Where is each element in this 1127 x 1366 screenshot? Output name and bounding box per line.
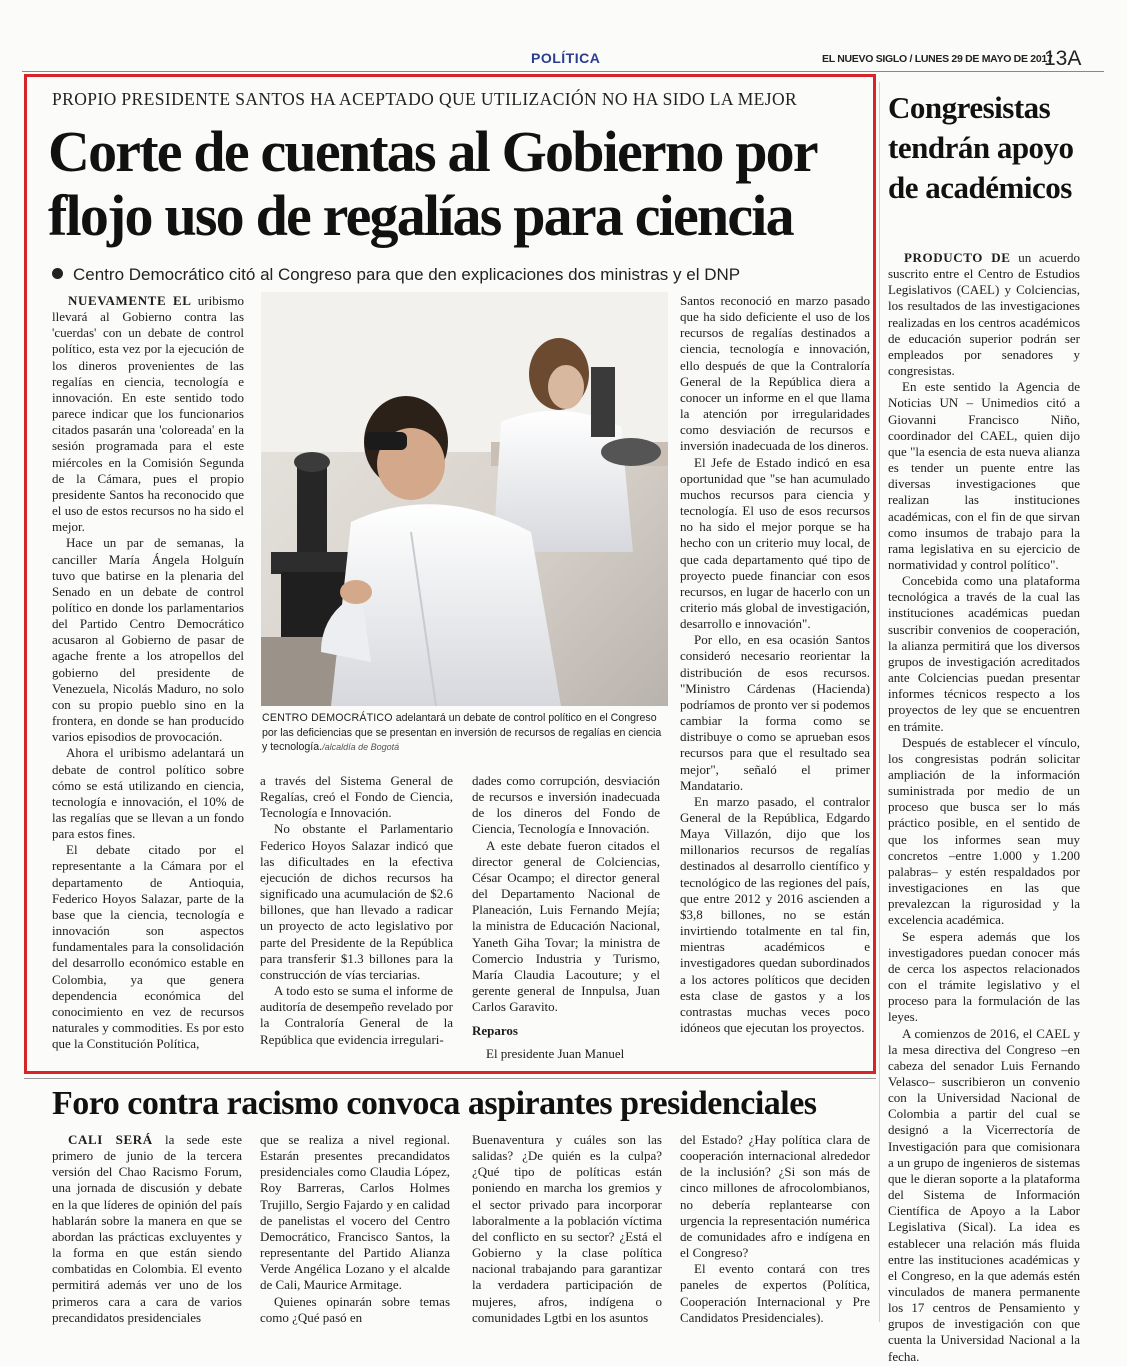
bullet-icon: [52, 268, 63, 279]
kicker: PROPIO PRESIDENTE SANTOS HA ACEPTADO QUE UTILIZACIÓN NO HA SIDO LA MEJOR: [52, 89, 798, 109]
lead-in: CALI SERÁ: [68, 1132, 153, 1147]
column-divider: [879, 82, 880, 1322]
paragraph: En marzo pasado, el contralor General de la República, Edgardo Maya Villazón, dijo que los millonarios recursos de regalías destinados al desarrollo científico y tecnológico de las regiones del país, que entre 2012 y 2016 ascienden a $3,8 billones, no se están invirtiendo totalmente en tal fin, mientras académicos e investigadores quedan subordinados a los actores políticos que deciden esta clase de gastos y a los contrastas muchas veces poco idóneos que ejecutan los proyectos.: [680, 793, 870, 1036]
lab-photo-image: [261, 292, 668, 706]
paragraph: Quienes opinarán sobre temas como ¿Qué pasó en: [260, 1293, 450, 1325]
paragraph: A comienzos de 2016, el CAEL y la mesa directiva del Congreso –en cabeza del senador Luis Fernando Velasco– suscribieron un convenio con la Universidad Nacional de Colombia a partir del cual se designó a la Vicerrectoría de Investigación para que comisionara a un grupo de ingenieros de sistemas que le dieran soporte a la plataforma del Sistema de Información Científica de Apoyo a la Labor Legislativa (Sical). La idea es establecer una relación más fluida entre las instituciones académicas y el Congreso, en la que además estén vinculados de manera permanente los 17 centros de Pensamiento y grupos de investigación con que cuenta la Universidad Nacional a la fecha.: [888, 1025, 1080, 1364]
paragraph: que se realiza a nivel regional. Estarán presentes precandidatos presidenciales como Claudia López, Roy Barreras, Carlos Holmes Trujillo, Sergio Fajardo y en calidad de panelistas el vocero del Centro Democrático, Francisco Santos, la representante del Partido Alianza Verde Angélica Lozano y el alcalde de Cali, Maurice Armitage.: [260, 1132, 450, 1293]
paragraph: [888, 250, 1080, 379]
sidebar-headline: Congresistas tendrán apoyo de académicos: [888, 90, 1074, 205]
photo-caption: [262, 711, 666, 755]
paragraph: El debate citado por el representante a la Cámara por el departamento de Antioquia, Federico Hoyos Salazar, parte de la base que la ciencia, tecnología e innovación son aspectos fundamentales para la consolidación del desarrollo económico estable en Colombia, ya que genera dependencia económica del conocimiento en vez de recursos naturales y commodities. Es por esto que la Constitución Política,: [52, 842, 244, 1052]
page-number: 13A: [1044, 47, 1082, 70]
paragraph: Concebida como una plataforma tecnológica a través de la cual las instituciones académicas puedan suscribir convenios de cooperación, la alianza permitirá que los diversos grupos de investigación acreditados ante Colciencias puedan presentar informes técnicos respecto a los proyectos de ley que se encuentren en trámite.: [888, 573, 1080, 734]
lead-in: PRODUCTO DE: [904, 250, 1011, 265]
paragraph-text: la sede este primero de junio de la tercera versión del Chao Racismo Forum, una jornada de discusión y debate en la que líderes de opinión del país hablarán sobre la manera en que se abordan las prácticas excluyentes y la forma en que están siendo combatidas en Colombia. El evento permitirá además ver uno de los primeros cara a cara de varios precandidatos presidenciales: [52, 1132, 242, 1325]
paragraph: Por ello, en esa ocasión Santos consideró necesario reorientar la distribución de esos recursos. "Ministro Cárdenas (Hacienda) podríamos de pronto ver si podemos cambiar la forma como se distribuye o como se aprueban esos recursos para que el resultado sea mejor", señaló el primer Mandatario.: [680, 632, 870, 793]
paragraph: En este sentido la Agencia de Noticias UN – Unimedios citó a Giovanni Francisco Niño, coordinador del CAEL, quien dijo que "la esencia de esta nueva alianza es tender un puente entre las diversas investigaciones que realizan las instituciones académicas, con el fin de que sirvan como insumos de trabajo para la rama legislativa en su ejercicio de normatividad y control político".: [888, 379, 1080, 572]
article-column-4: [680, 293, 870, 1036]
paragraph: Ahora el uribismo adelantará un debate de control político sobre cómo se está utilizando en ciencia, tecnología e innovación, el 10% de las regalías que se llevan a un fondo para estos fines.: [52, 745, 244, 842]
lead-in: NUEVAMENTE EL: [68, 293, 192, 308]
paragraph: Hace un par de semanas, la canciller María Ángela Holguín tuvo que batirse en la plenaria del Senado en un debate de control político en donde los parlamentarios del Partido Centro Democrático acusaron al Gobierno de pasar de agache frente a los atropellos del gobierno del presidente de Venezuela, Nicolás Maduro, no solo con su propio pueblo sino en la frontera, en donde se han producido varios episodios de provocación.: [52, 535, 244, 745]
paragraph: Se espera además que los investigadores puedan conocer más de cerca los aspectos relacionados con el trámite legislativo y el proceso para la formulación de las leyes.: [888, 928, 1080, 1025]
paragraph: El presidente Juan Manuel: [486, 1045, 625, 1061]
paragraph: a través del Sistema General de Regalías, creó el Fondo de Ciencia, Tecnología e Innovación.: [260, 773, 453, 821]
paragraph: del Estado? ¿Hay política clara de cooperación internacional alrededor de la inclusión? ¿Si son más de cinco millones de afrocolombianos, no debería replantearse con urgencia la representación numérica de comunidades afro e indígena en el Congreso?: [680, 1132, 870, 1261]
paragraph-text: un acuerdo suscrito entre el Centro de Estudios Legislativos (CAEL) y Colciencias, los resultados de las investigaciones realizadas en los centros académicos de educación superior podrán ser empleados por senadores y congresistas.: [888, 250, 1081, 379]
caption-lead: CENTRO DEMOCRÁTICO: [262, 712, 393, 724]
paragraph: El Jefe de Estado indicó en esa oportunidad que "se han acumulado muchos recursos para ciencia y tecnología. El uso de esos recursos no ha sido el mejor porque se ha hecho con un criterio muy local, de que cada departamento qué tipo de proyecto puede financiar con esos recursos, en lugar de hacerlo con un criterio más global de investigación, desarrollo e innovación".: [680, 454, 870, 632]
paragraph: Santos reconoció en marzo pasado que ha sido deficiente el uso de los recursos de regalías destinados a ciencia, tecnología e innovación, ello después de que la Contraloría General de la República diera a conocer un informe en el que llama la atención por irregularidades como desviación de recursos e inversión inadecuada de los dineros.: [680, 293, 870, 454]
paragraph: [52, 1132, 242, 1326]
paragraph: Después de establecer el vínculo, los congresistas podrán solicitar ampliación de la información suministrada por medio de un proceso que busca ser lo más práctico posible, en el sentido de que los informes sean muy concretos –entre 1.000 y 1.200 palabras– y estén respaldados por investigaciones en las que prevalezcan la rigurosidad y la excelencia académica.: [888, 734, 1080, 928]
caption-text: adelantará un debate de control político en el Congreso por las deficiencias que se presentan en inversión de recursos de regalías en ciencia y tecnología.: [262, 712, 662, 754]
paragraph: A todo esto se suma el informe de auditoría de desempeño revelado por la Contraloría General de la República que evidencia irregulari-: [260, 983, 453, 1047]
subtitle: Reparos: [472, 1023, 518, 1039]
paragraph: A este debate fueron citados el director general de Colciencias, César Ocampo; el director general del Departamento Nacional de Planeación, Luis Fernando Mejía; la ministra de Educación Nacional, Yaneth Giha Tovar; la ministra de Comercio Industria y Turismo, María Claudia Lacouture; y el gerente general de Innpulsa, Juan Carlos Garavito.: [472, 837, 660, 1015]
masthead: EL NUEVO SIGLO / LUNES 29 DE MAYO DE 2017: [822, 53, 1053, 65]
foro-column-1: [52, 1132, 242, 1326]
section-label: POLÍTICA: [531, 50, 601, 66]
paragraph: [52, 293, 244, 535]
subhead-text: Centro Democrático citó al Congreso para que den explicaciones dos ministras y el DNP: [73, 265, 741, 284]
sidebar-body: [888, 250, 1080, 1365]
article-column-1: [52, 293, 244, 1052]
foro-column-2: [260, 1132, 450, 1326]
header-rule: [22, 71, 1104, 72]
foro-column-3: [472, 1132, 662, 1326]
article-column-3: [472, 773, 660, 1062]
paragraph: Buenaventura y cuáles son las salidas? ¿De quién es la culpa? ¿Qué tipo de políticas están poniendo en marcha los gremios y el sector privado para incorporar laboralmente a la población víctima del conflicto en su sector? ¿Está el Gobierno y la clase política nacional trabajando para garantizar la verdadera participación de mujeres, afros, indígena o comunidades Lgtbi en los asuntos: [472, 1132, 662, 1325]
subhead: [52, 265, 740, 285]
photo-credit: /alcaldía de Bogotá: [322, 742, 400, 753]
lab-photo: [261, 292, 668, 706]
foro-headline: Foro contra racismo convoca aspirantes presidenciales: [52, 1085, 817, 1122]
paragraph: No obstante el Parlamentario Federico Hoyos Salazar indicó que las dificultades en la efectiva ejecución de dichos recursos ha significado una acumulación de $2.6 billones, que han llevado a radicar un proyecto de acto legislativo por parte del Presidente de la República para transferir $1.3 billones para la construcción de vías terciarias.: [260, 821, 453, 982]
paragraph-text: uribismo llevará al Gobierno contra las 'cuerdas' con un debate de control político, esta vez por la ejecución de los dineros provenientes de las regalías en ciencia, tecnología e innovación. En este sentido todo parece indicar que los funcionarios citados pasarán una 'coloreada' en la sesión programada para el este miércoles en la Comisión Segunda de la Cámara, pues el propio presidente Santos ha reconocido que el uso de estos recursos no ha sido el mejor.: [52, 293, 244, 535]
paragraph: El evento contará con tres paneles de expertos (Política, Cooperación Internacional y Pre Candidatos Presidenciales).: [680, 1261, 870, 1325]
foro-column-4: [680, 1132, 870, 1326]
headline: Corte de cuentas al Gobierno por flojo uso de regalías para ciencia: [48, 119, 816, 248]
paragraph: dades como corrupción, desviación de recursos e inversión inadecuada de los dineros del Fondo de Ciencia, Tecnología e Innovación.: [472, 773, 660, 837]
article-column-2: [260, 773, 453, 1048]
